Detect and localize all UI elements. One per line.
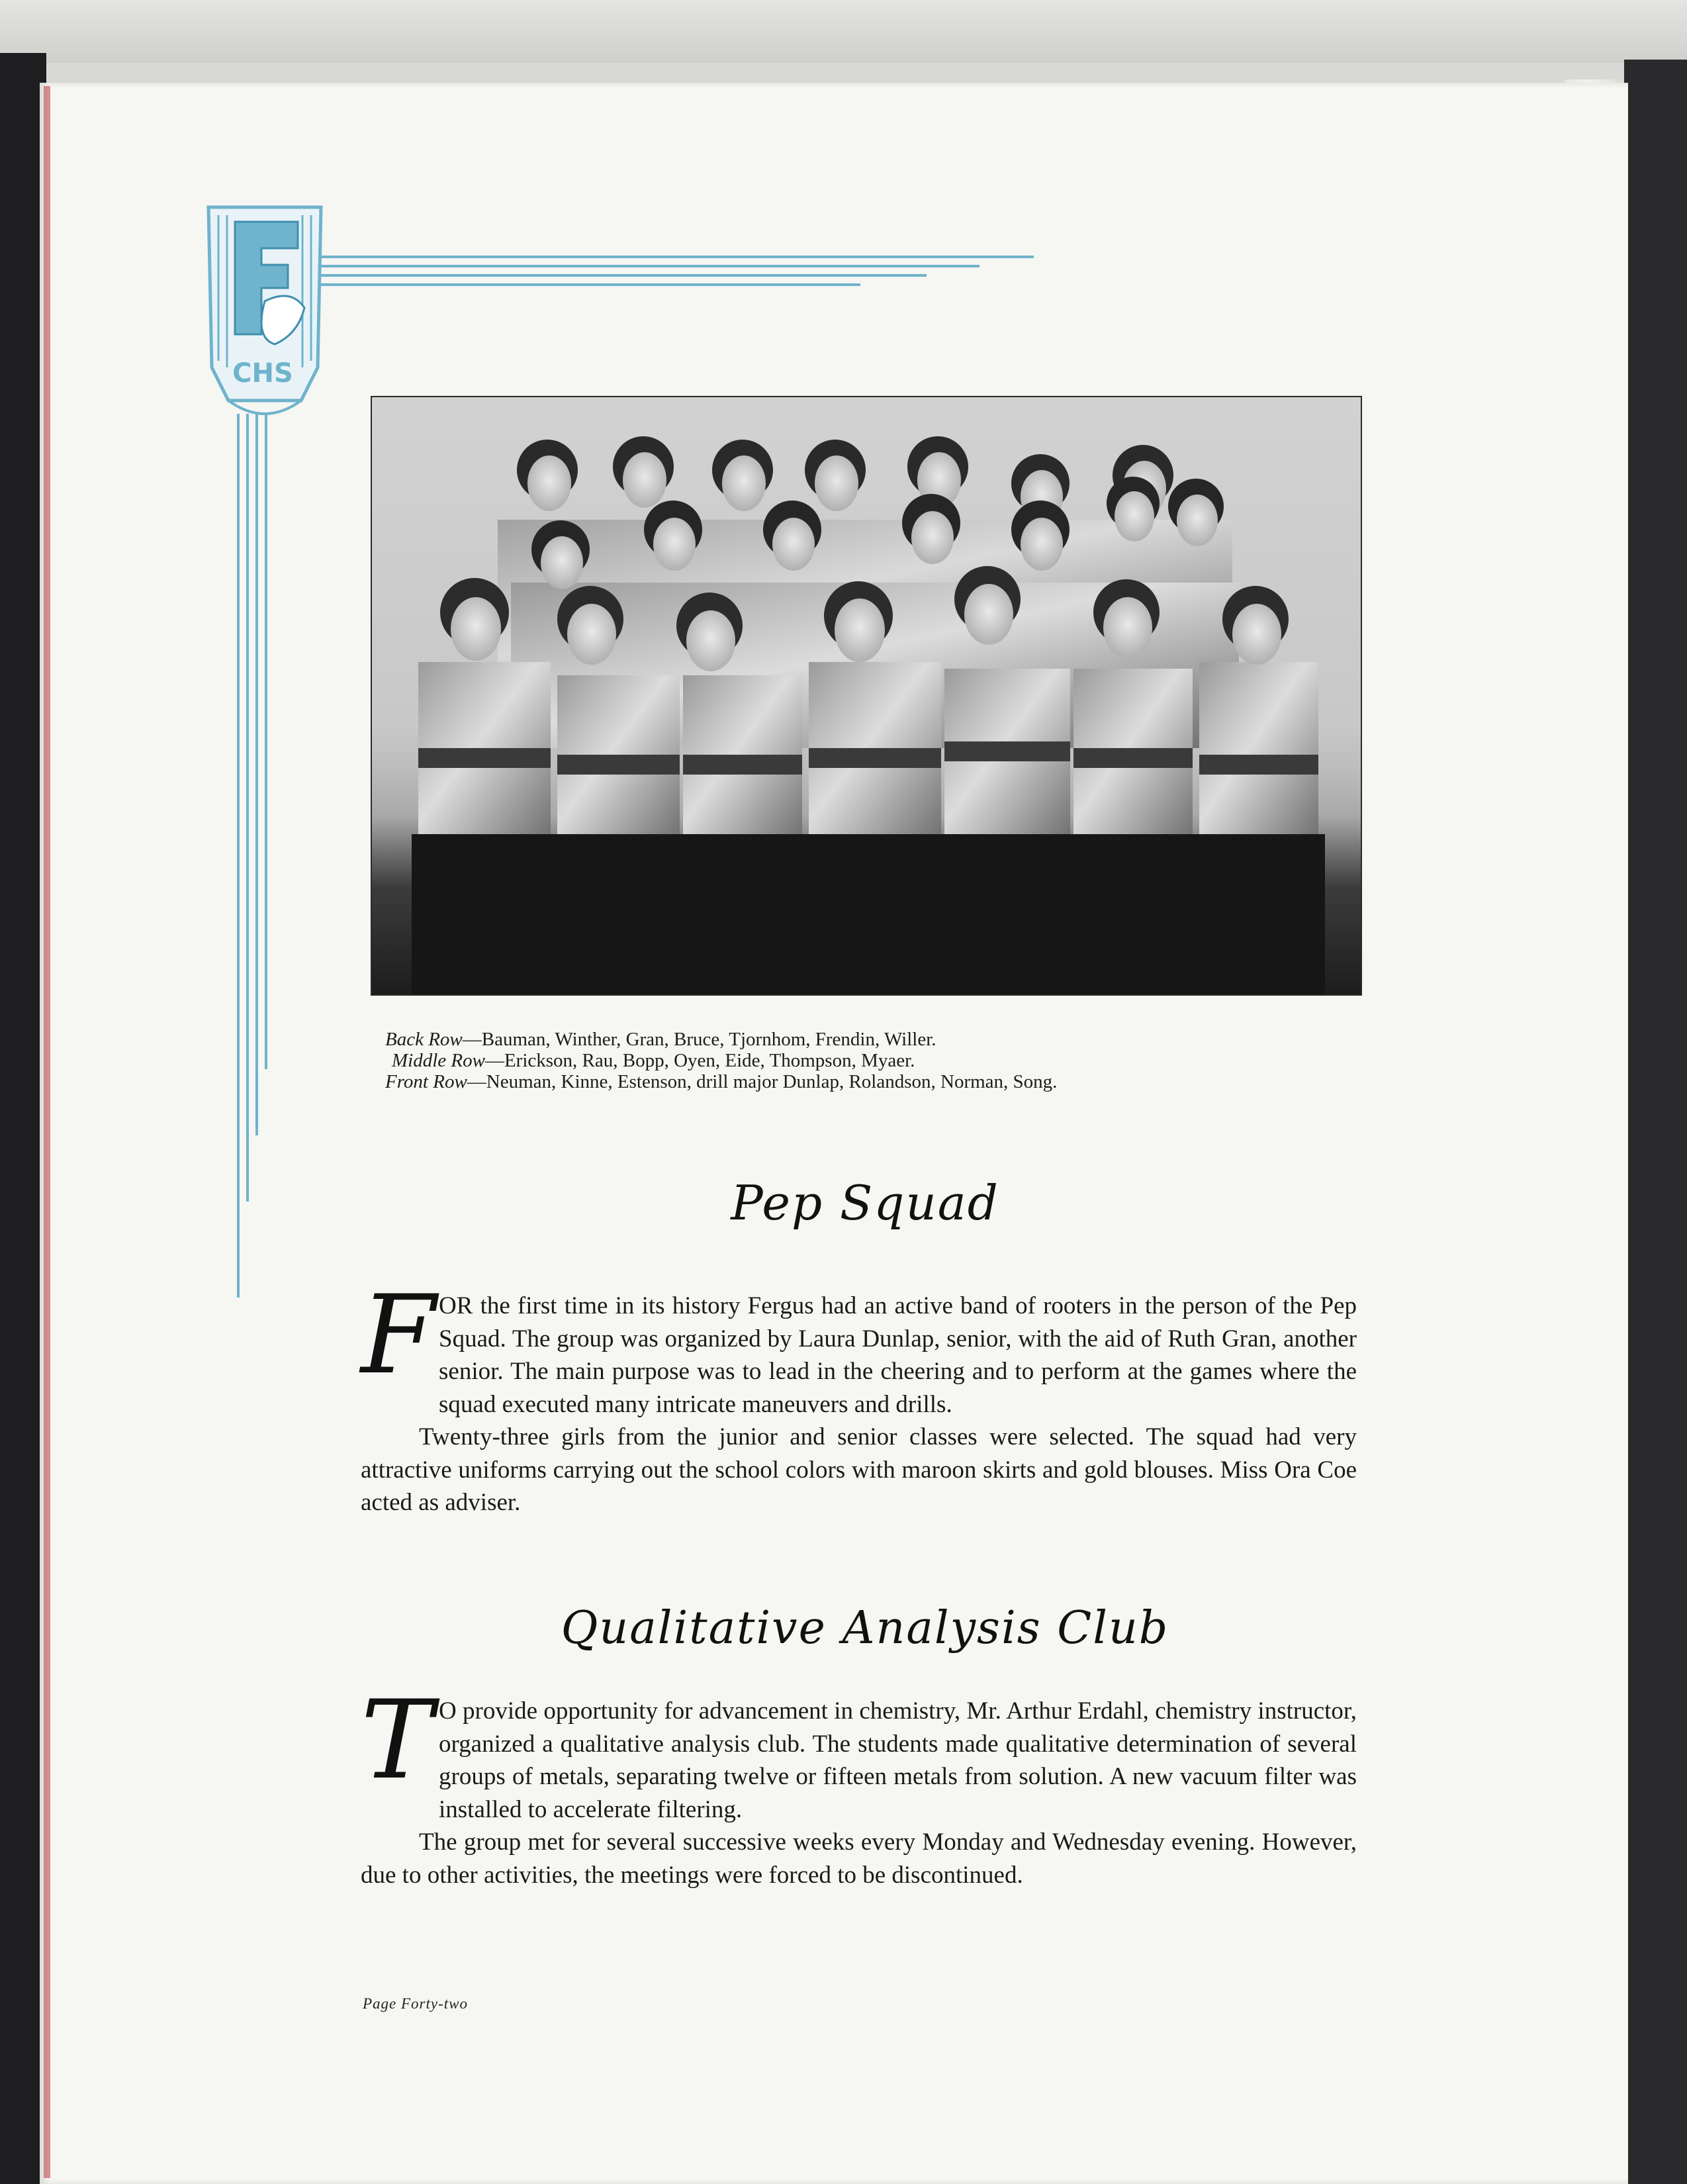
pep-squad-group-photo xyxy=(371,396,1362,996)
pep-squad-paragraph-1: FOR the first time in its history Fergus had an active band of rooters in the person of the Pep Squad. The group was organized by Laura Dunlap, senior, with the aid of Ruth Gran, another senior. The main purpose was to lead in the cheering and to perform at the games where the squad executed many intricate maneuvers and drills. xyxy=(361,1272,1357,1418)
page-binding-edge xyxy=(44,86,50,2178)
qac-dropcap: T xyxy=(361,1677,433,1803)
scanner-backdrop xyxy=(0,0,1687,63)
qualitative-analysis-club-heading: Qualitative Analysis Club xyxy=(561,1602,1169,1654)
caption-middle-row: Middle Row—Erickson, Rau, Bopp, Oyen, Eide, Thompson, Myaer. xyxy=(392,1050,915,1071)
crest-text: CHS xyxy=(232,358,293,389)
qac-paragraph-1: T O provide opportunity for advancement in chemistry, Mr. Arthur Erdahl, chemistry instructor, organized a qualitative analysis club. The students made qualitative determination of several groups of metals, separating twelve or fifteen metals from solution. A new vacuum filter was installed to accelerate filtering. xyxy=(361,1677,1357,1823)
page-number: Page Forty-two xyxy=(363,1995,468,2012)
qac-paragraph-2: The group met for several successive weeks every Monday and Wednesday evening. However, due to other activities, the meetings were forced to be discontinued. xyxy=(361,1828,1357,1889)
caption-front-row: Front Row—Neuman, Kinne, Estenson, drill major Dunlap, Rolandson, Norman, Song. xyxy=(385,1071,1058,1092)
pep-squad-heading: Pep Squad xyxy=(731,1175,999,1231)
school-crest-logo xyxy=(202,202,328,427)
qualitative-analysis-club-article xyxy=(361,1677,1357,1891)
pep-squad-dropcap: F xyxy=(361,1272,436,1398)
photo-caption xyxy=(385,1029,1365,1092)
pep-squad-article xyxy=(361,1272,1357,1519)
pep-squad-paragraph-2: Twenty-three girls from the junior and senior classes were selected. The squad had very attractive uniforms carrying out the school colors with maroon skirts and gold blouses. Miss Ora Coe acted as adviser. xyxy=(361,1423,1357,1516)
book-cover-right xyxy=(1624,60,1687,2184)
caption-back-row: Back Row—Bauman, Winther, Gran, Bruce, Tjornhom, Frendin, Willer. xyxy=(385,1029,936,1050)
